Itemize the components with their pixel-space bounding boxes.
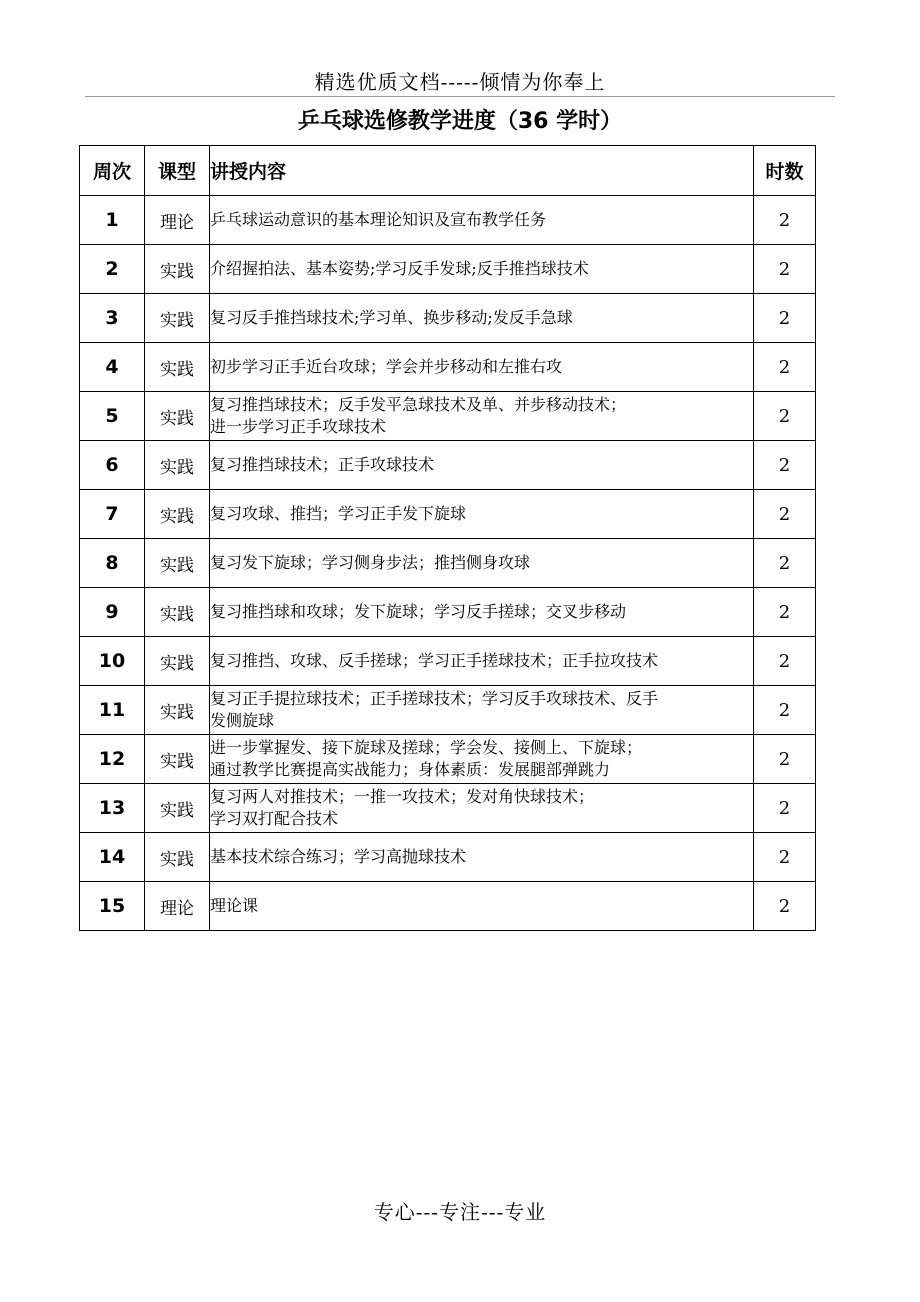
- hours-cell: 2: [754, 833, 816, 882]
- week-cell: 9: [80, 588, 145, 637]
- week-cell: 12: [80, 735, 145, 784]
- hours-cell: 2: [754, 392, 816, 441]
- table-row: [80, 882, 816, 931]
- week-cell: 14: [80, 833, 145, 882]
- week-cell: 13: [80, 784, 145, 833]
- hours-cell: 2: [754, 882, 816, 931]
- type-cell: 实践: [145, 833, 210, 882]
- type-cell: 实践: [145, 735, 210, 784]
- type-cell: 实践: [145, 637, 210, 686]
- content-cell: 基本技术综合练习；学习高抛球技术: [210, 833, 754, 882]
- content-cell: 复习发下旋球；学习侧身步法；推挡侧身攻球: [210, 539, 754, 588]
- content-cell: 复习推挡、攻球、反手搓球；学习正手搓球技术；正手拉攻技术: [210, 637, 754, 686]
- table-row: [80, 196, 816, 245]
- hours-cell: 2: [754, 490, 816, 539]
- week-cell: 6: [80, 441, 145, 490]
- type-cell: 实践: [145, 588, 210, 637]
- table-body: [80, 196, 816, 931]
- table-row: [80, 735, 816, 784]
- table-row: [80, 490, 816, 539]
- page-footer: 专心---专注---专业: [373, 1200, 547, 1224]
- table-row: [80, 539, 816, 588]
- week-cell: 5: [80, 392, 145, 441]
- table-row: [80, 245, 816, 294]
- table-header-row: [80, 146, 816, 196]
- type-cell: 实践: [145, 539, 210, 588]
- type-cell: 实践: [145, 784, 210, 833]
- document-title: 乒乓球选修教学进度（36 学时）: [297, 109, 623, 134]
- hours-cell: 2: [754, 588, 816, 637]
- header-divider: [85, 96, 835, 97]
- hours-cell: 2: [754, 784, 816, 833]
- content-cell: 进一步掌握发、接下旋球及搓球；学会发、接侧上、下旋球； 通过教学比赛提高实战能力；身体素质：发展腿部弹跳力: [210, 735, 754, 784]
- week-cell: 7: [80, 490, 145, 539]
- content-cell: 复习攻球、推挡；学习正手发下旋球: [210, 490, 754, 539]
- week-cell: 10: [80, 637, 145, 686]
- type-cell: 实践: [145, 343, 210, 392]
- table-row: [80, 833, 816, 882]
- table-row: [80, 588, 816, 637]
- type-cell: 实践: [145, 392, 210, 441]
- table-row: [80, 686, 816, 735]
- content-cell: 介绍握拍法、基本姿势;学习反手发球;反手推挡球技术: [210, 245, 754, 294]
- hours-cell: 2: [754, 343, 816, 392]
- content-cell: 复习正手提拉球技术；正手搓球技术；学习反手攻球技术、反手 发侧旋球: [210, 686, 754, 735]
- hours-cell: 2: [754, 686, 816, 735]
- table-row: [80, 392, 816, 441]
- page-header: 精选优质文档-----倾情为你奉上: [314, 70, 606, 94]
- content-cell: 乒乓球运动意识的基本理论知识及宣布教学任务: [210, 196, 754, 245]
- type-column-header: 课型: [145, 146, 210, 196]
- table-row: [80, 294, 816, 343]
- content-cell: 初步学习正手近台攻球；学会并步移动和左推右攻: [210, 343, 754, 392]
- week-cell: 3: [80, 294, 145, 343]
- table-row: [80, 441, 816, 490]
- type-cell: 实践: [145, 686, 210, 735]
- hours-cell: 2: [754, 735, 816, 784]
- table-row: [80, 343, 816, 392]
- content-cell: 理论课: [210, 882, 754, 931]
- week-cell: 8: [80, 539, 145, 588]
- hours-cell: 2: [754, 196, 816, 245]
- hours-cell: 2: [754, 637, 816, 686]
- hours-cell: 2: [754, 245, 816, 294]
- content-column-header: 讲授内容: [210, 146, 754, 196]
- table-row: [80, 637, 816, 686]
- content-cell: 复习反手推挡球技术;学习单、换步移动;发反手急球: [210, 294, 754, 343]
- content-cell: 复习推挡球技术；反手发平急球技术及单、并步移动技术； 进一步学习正手攻球技术: [210, 392, 754, 441]
- type-cell: 理论: [145, 196, 210, 245]
- week-cell: 4: [80, 343, 145, 392]
- content-cell: 复习推挡球技术；正手攻球技术: [210, 441, 754, 490]
- hours-cell: 2: [754, 441, 816, 490]
- type-cell: 实践: [145, 490, 210, 539]
- week-cell: 2: [80, 245, 145, 294]
- week-cell: 11: [80, 686, 145, 735]
- content-cell: 复习推挡球和攻球；发下旋球；学习反手搓球；交叉步移动: [210, 588, 754, 637]
- hours-column-header: 时数: [754, 146, 816, 196]
- table-row: [80, 784, 816, 833]
- week-column-header: 周次: [80, 146, 145, 196]
- type-cell: 理论: [145, 882, 210, 931]
- week-cell: 15: [80, 882, 145, 931]
- type-cell: 实践: [145, 245, 210, 294]
- type-cell: 实践: [145, 441, 210, 490]
- content-cell: 复习两人对推技术；一推一攻技术；发对角快球技术； 学习双打配合技术: [210, 784, 754, 833]
- hours-cell: 2: [754, 294, 816, 343]
- schedule-table: [79, 145, 816, 931]
- week-cell: 1: [80, 196, 145, 245]
- hours-cell: 2: [754, 539, 816, 588]
- type-cell: 实践: [145, 294, 210, 343]
